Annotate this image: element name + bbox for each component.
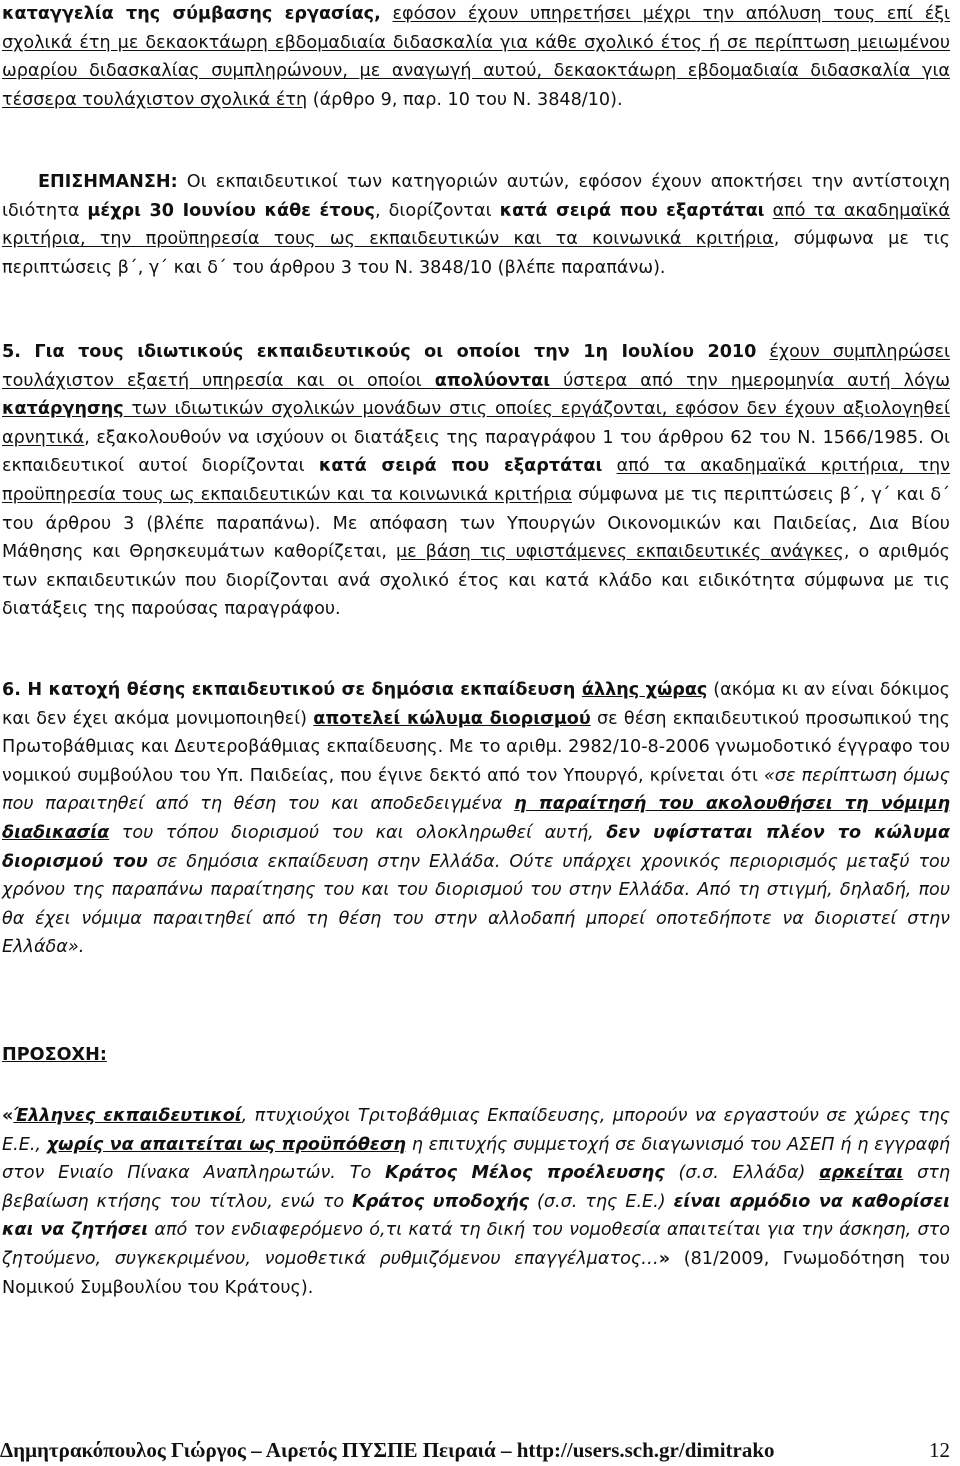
underlined-phrase: από τα ακαδημαϊκά κριτήρια, την προϋπηρεσία τους ως εκπαιδευτικών και τα κοινωνικά κριτήρια bbox=[2, 456, 950, 505]
bold-underlined-phrase: άλλης χώρας bbox=[581, 680, 708, 700]
bold-phrase: καταγγελία της σύμβασης εργασίας, bbox=[2, 4, 381, 24]
italic-quote: Έλληνες εκπαιδευτικοί, πτυχιούχοι Τριτοβάθμιας Εκπαίδευσης, μπορούν να εργαστούν σε χώρες της Ε.Ε., χωρίς να απαιτείται ως προϋπόθεση η επιτυχής συμμετοχή σε διαγωνισμό του ΑΣΕΠ ή η εγγραφή στον Ενιαίο Πίνακα Αναπληρωτών. Το Κράτος Μέλος προέλευσης (σ.σ. Ελλάδα) αρκείται στη βεβαίωση κτήσης του τίτλου, ενώ το Κράτος υποδοχής (σ.σ. της Ε.Ε.) είναι αρμόδιο να καθορίσει και να ζητήσει από τον ενδιαφερόμενο ό,τι κατά τη δική του νομοθεσία απαιτείται για την άσκηση, στο ζητούμενο, συγκεκριμένου, νομοθετικά ρυθμιζόμενου επαγγέλματος… bbox=[2, 1106, 951, 1269]
note-label: ΕΠΙΣΗΜΑΝΣΗ: bbox=[38, 172, 178, 192]
page-number: 12 bbox=[929, 1438, 950, 1462]
bold-phrase: κατά σειρά που εξαρτάται bbox=[499, 200, 765, 221]
underlined-phrase: έχουν συμπληρώσει τουλάχιστον εξαετή υπηρεσία και οι οποίοι απολύονται ύστερα από την ημερομηνία αυτή λόγω κατάργησης των ιδιωτικών σχολικών μονάδων στις οποίες εργάζονται, εφόσον δεν έχουν αξιολογηθεί αρνητικά bbox=[2, 342, 950, 448]
paragraph-note: ΕΠΙΣΗΜΑΝΣΗ: Οι εκπαιδευτικοί των κατηγοριών αυτών, εφόσον έχουν αποκτήσει την αντίστοιχη ιδιότητα μέχρι 30 Ιουνίου κάθε έτους, διορίζονται κατά σειρά που εξαρτάται από τα ακαδημαϊκά κριτήρια, την προϋπηρεσία τους ως εκπαιδευτικών και τα κοινωνικά κριτήρια, σύμφωνα με τις περιπτώσεις β΄, γ΄ και δ΄ του άρθρου 3 του Ν. 3848/10 (βλέπε παραπάνω). bbox=[2, 172, 951, 278]
paragraph-dismissal-terms: καταγγελία της σύμβασης εργασίας, εφόσον έχουν υπηρετήσει μέχρι την απόλυση τους επί έξι σχολικά έτη με δεκαοκτάωρη εβδομαδιαία διδασκαλία για κάθε σχολικό έτος ή σε περίπτωση μειωμένου ωραρίου διδασκαλίας συμπληρώνουν, με αναγωγή αυτού, δεκαοκτάωρη εβδομαδιαία διδασκαλία για τέσσερα τουλάχιστον σχολικά έτη (άρθρο 9, παρ. 10 του Ν. 3848/10). bbox=[2, 4, 950, 110]
paragraph-item-5: 5. Για τους ιδιωτικούς εκπαιδευτικούς οι οποίοι την 1η Ιουλίου 2010 έχουν συμπληρώσει τουλάχιστον εξαετή υπηρεσία και οι οποίοι απολύονται ύστερα από την ημερομηνία αυτή λόγω κατάργησης των ιδιωτικών σχολικών μονάδων στις οποίες εργάζονται, εφόσον δεν έχουν αξιολογηθεί αρνητικά, εξακολουθούν να ισχύουν οι διατάξεις της παραγράφου 1 του άρθρου 62 του Ν. 1566/1985. Οι εκπαιδευτικοί αυτοί διορίζονται κατά σειρά που εξαρτάται από τα ακαδημαϊκά κριτήρια, την προϋπηρεσία τους ως εκπαιδευτικών και τα κοινωνικά κριτήρια σύμφωνα με τις περιπτώσεις β΄, γ΄ και δ΄ του άρθρου 3 (βλέπε παραπάνω). Με απόφαση των Υπουργών Οικονομικών και Παιδείας, Δια Βίου Μάθησης και Θρησκευμάτων καθορίζεται, με βάση τις υφιστάμενες εκπαιδευτικές ανάγκες, ο αριθμός των εκπαιδευτικών που διορίζονται ανά σχολικό έτος και κατά κλάδο και ειδικότητα σύμφωνα με τις διατάξεις της παρούσας παραγράφου. bbox=[2, 342, 950, 620]
bold-phrase: μέχρι 30 Ιουνίου κάθε έτους bbox=[87, 200, 375, 221]
paragraph-item-6: 6. Η κατοχή θέσης εκπαιδευτικού σε δημόσια εκπαίδευση άλλης χώρας (ακόμα κι αν είναι δόκιμος και δεν έχει ακόμα μονιμοποιηθεί) αποτελεί κώλυμα διορισμού σε θέση εκπαιδευτικού προσωπικού της Πρωτοβάθμιας και Δευτεροβάθμιας εκπαίδευσης. Με το αριθμ. 2982/10-8-2006 γνωμοδοτικό έγγραφο του νομικού συμβούλου του Υπ. Παιδείας, που έγινε δεκτό από τον Υπουργό, κρίνεται ότι «σε περίπτωση όμως που παραιτηθεί από τη θέση του και αποδεδειγμένα η παραίτησή του ακολουθήσει τη νόμιμη διαδικασία του τόπου διορισμού του και ολοκληρωθεί αυτή, δεν υφίσταται πλέον το κώλυμα διορισμού του σε δημόσια εκπαίδευση στην Ελλάδα. Ούτε υπάρχει χρονικός περιορισμός μεταξύ του χρόνου της παραπάνω παραίτησης του και του διορισμού του στην Ελλάδα. Από τη στιγμή, δηλαδή, που θα έχει νόμιμα παραιτηθεί από τη θέση του στην αλλοδαπή μπορεί οποτεδήποτε να διοριστεί στην Ελλάδα». bbox=[2, 680, 950, 958]
bold-phrase: κατά σειρά που εξαρτάται bbox=[318, 456, 603, 477]
underlined-phrase: από τα ακαδημαϊκά κριτήρια, την προϋπηρεσία τους ως εκπαιδευτικών και τα κοινωνικά κριτήρια bbox=[2, 200, 951, 250]
underlined-phrase: εφόσον έχουν υπηρετήσει μέχρι την απόλυση τους επί έξι σχολικά έτη με δεκαοκτάωρη εβδομαδιαία διδασκαλία για κάθε σχολικό έτος ή σε περίπτωση μειωμένου ωραρίου διδασκαλίας συμπληρώνουν, με αναγωγή αυτού, δεκαοκτάωρη εβδομαδιαία διδασκαλία για τέσσερα τουλάχιστον σχολικά έτη bbox=[2, 4, 950, 110]
item-5-heading: 5. Για τους ιδιωτικούς εκπαιδευτικούς οι οποίοι την 1η Ιουλίου 2010 bbox=[2, 342, 757, 362]
footer-text: Δημητρακόπουλος Γιώργος – Αιρετός ΠΥΣΠΕ Πειραιά – http://users.sch.gr/dimitrako bbox=[0, 1438, 775, 1462]
underlined-phrase: με βάση τις υφιστάμενες εκπαιδευτικές ανάγκες bbox=[395, 542, 844, 563]
page-footer bbox=[0, 1436, 950, 1464]
paragraph-attention-quote: «Έλληνες εκπαιδευτικοί, πτυχιούχοι Τριτοβάθμιας Εκπαίδευσης, μπορούν να εργαστούν σε χώρες της Ε.Ε., χωρίς να απαιτείται ως προϋπόθεση η επιτυχής συμμετοχή σε διαγωνισμό του ΑΣΕΠ ή η εγγραφή στον Ενιαίο Πίνακα Αναπληρωτών. Το Κράτος Μέλος προέλευσης (σ.σ. Ελλάδα) αρκείται στη βεβαίωση κτήσης του τίτλου, ενώ το Κράτος υποδοχής (σ.σ. της Ε.Ε.) είναι αρμόδιο να καθορίσει και να ζητήσει από τον ενδιαφερόμενο ό,τι κατά τη δική του νομοθεσία απαιτείται για την άσκηση, στο ζητούμενο, συγκεκριμένου, νομοθετικά ρυθμιζόμενου επαγγέλματος…» (81/2009, Γνωμοδότηση του Νομικού Συμβουλίου του Κράτους). bbox=[2, 1106, 951, 1298]
attention-heading: ΠΡΟΣΟΧΗ: bbox=[2, 1045, 107, 1065]
italic-quote: «σε περίπτωση όμως που παραιτηθεί από τη θέση του και αποδεδειγμένα η παραίτησή του ακολουθήσει τη νόμιμη διαδικασία του τόπου διορισμού του και ολοκληρωθεί αυτή, δεν υφίσταται πλέον το κώλυμα διορισμού του σε δημόσια εκπαίδευση στην Ελλάδα. Ούτε υπάρχει χρονικός περιορισμός μεταξύ του χρόνου της παραπάνω παραίτησης του και του διορισμού του στην Ελλάδα. Από τη στιγμή, δηλαδή, που θα έχει νόμιμα παραιτηθεί από τη θέση του στην αλλοδαπή μπορεί οποτεδήποτε να διοριστεί στην Ελλάδα». bbox=[2, 765, 950, 958]
item-6-heading: 6. Η κατοχή θέσης εκπαιδευτικού σε δημόσια εκπαίδευση bbox=[2, 680, 582, 700]
bold-underlined-phrase: αποτελεί κώλυμα διορισμού bbox=[313, 708, 591, 729]
